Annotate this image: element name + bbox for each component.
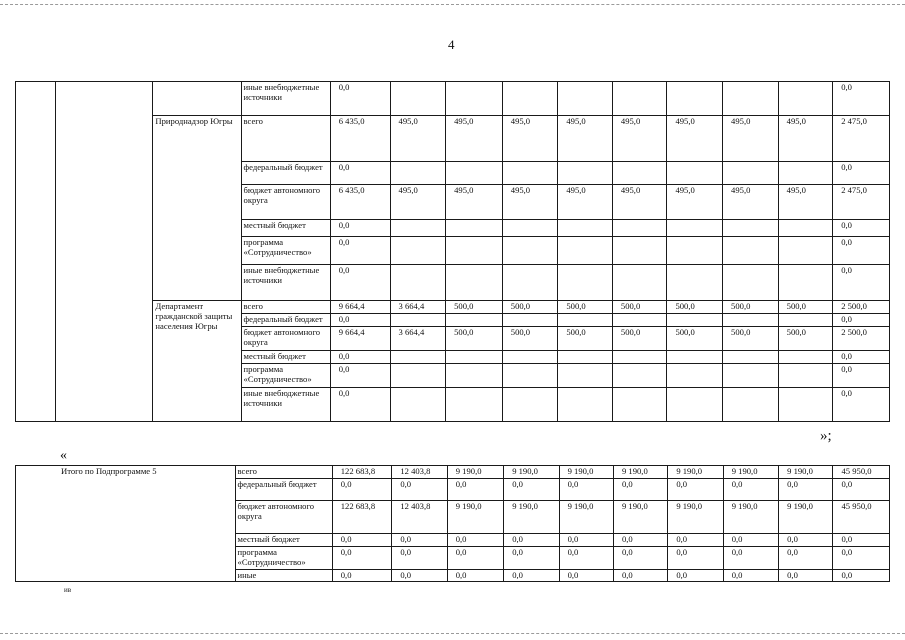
value-cell — [723, 387, 779, 421]
value-cell — [446, 314, 503, 327]
value-cell: 495,0 — [612, 116, 667, 162]
value-cell: 0,0 — [447, 569, 503, 582]
value-cell: 0,0 — [668, 546, 723, 569]
value-cell: 0,0 — [330, 387, 390, 421]
value-cell — [390, 162, 446, 185]
total-title-cell: Итого по Подпрограмме 5 — [16, 466, 236, 582]
value-cell: 0,0 — [613, 569, 667, 582]
value-cell — [502, 220, 558, 237]
value-cell — [446, 237, 503, 265]
value-cell — [446, 350, 503, 363]
value-cell — [667, 350, 723, 363]
value-cell: 0,0 — [723, 569, 778, 582]
value-cell: 495,0 — [612, 185, 667, 220]
org-cell: Департамент гражданской защиты населения Югры — [153, 301, 241, 422]
value-cell — [558, 162, 613, 185]
value-cell: 0,0 — [330, 350, 390, 363]
value-cell — [502, 162, 558, 185]
funding-type-cell: бюджет автономного округа — [241, 185, 330, 220]
value-cell — [446, 265, 503, 301]
value-cell — [667, 237, 723, 265]
value-cell — [446, 220, 503, 237]
value-cell: 9 190,0 — [723, 500, 778, 533]
funding-type-cell: иные внебюджетные источники — [241, 265, 330, 301]
value-cell: 495,0 — [723, 116, 779, 162]
value-cell: 0,0 — [833, 387, 890, 421]
value-cell: 0,0 — [330, 363, 390, 387]
value-cell: 0,0 — [833, 162, 890, 185]
value-cell — [667, 387, 723, 421]
value-cell: 0,0 — [779, 546, 833, 569]
value-cell: 500,0 — [667, 301, 723, 314]
value-cell: 0,0 — [330, 82, 390, 116]
org-cell: Природнадзор Югры — [153, 116, 241, 301]
value-cell: 0,0 — [833, 314, 890, 327]
value-cell — [390, 265, 446, 301]
value-cell — [446, 363, 503, 387]
value-cell: 0,0 — [833, 265, 890, 301]
value-cell — [558, 387, 613, 421]
value-cell: 9 190,0 — [779, 500, 833, 533]
value-cell — [390, 387, 446, 421]
value-cell — [558, 363, 613, 387]
funding-type-cell: всего — [241, 301, 330, 314]
value-cell — [446, 162, 503, 185]
blank-cell-b — [55, 82, 153, 422]
value-cell: 495,0 — [778, 116, 833, 162]
funding-type-cell: иные — [235, 569, 332, 582]
value-cell — [558, 82, 613, 116]
opening-quote: « — [60, 448, 67, 463]
funding-type-cell: бюджет автономного округа — [241, 326, 330, 350]
value-cell: 6 435,0 — [330, 116, 390, 162]
value-cell: 500,0 — [778, 326, 833, 350]
value-cell — [612, 220, 667, 237]
value-cell: 0,0 — [723, 533, 778, 546]
value-cell — [723, 350, 779, 363]
value-cell — [502, 387, 558, 421]
value-cell — [558, 265, 613, 301]
value-cell: 122 683,8 — [332, 466, 392, 479]
value-cell: 495,0 — [667, 116, 723, 162]
value-cell — [502, 82, 558, 116]
value-cell: 0,0 — [330, 220, 390, 237]
value-cell: 0,0 — [723, 546, 778, 569]
value-cell — [778, 314, 833, 327]
value-cell: 0,0 — [779, 533, 833, 546]
table-row — [16, 466, 890, 479]
funding-type-cell: всего — [235, 466, 332, 479]
value-cell — [723, 82, 779, 116]
value-cell: 500,0 — [446, 326, 503, 350]
value-cell: 9 190,0 — [504, 500, 559, 533]
footer-mark: ив — [64, 586, 72, 594]
value-cell: 0,0 — [504, 546, 559, 569]
value-cell: 495,0 — [778, 185, 833, 220]
value-cell: 0,0 — [504, 533, 559, 546]
value-cell: 0,0 — [779, 569, 833, 582]
value-cell — [667, 82, 723, 116]
value-cell: 9 190,0 — [779, 466, 833, 479]
value-cell — [723, 220, 779, 237]
value-cell: 0,0 — [779, 478, 833, 500]
funding-type-cell: иные внебюджетные источники — [241, 82, 330, 116]
value-cell: 0,0 — [833, 569, 890, 582]
value-cell: 500,0 — [558, 326, 613, 350]
value-cell: 0,0 — [833, 363, 890, 387]
value-cell: 2 500,0 — [833, 326, 890, 350]
value-cell: 3 664,4 — [390, 326, 446, 350]
value-cell: 0,0 — [723, 478, 778, 500]
value-cell — [612, 350, 667, 363]
blank-cell-a — [16, 82, 56, 422]
value-cell — [667, 363, 723, 387]
value-cell: 495,0 — [558, 116, 613, 162]
value-cell: 500,0 — [723, 301, 779, 314]
value-cell: 500,0 — [558, 301, 613, 314]
scan-edge-top — [0, 4, 905, 5]
value-cell: 495,0 — [446, 116, 503, 162]
closing-quote: »; — [820, 428, 832, 444]
value-cell: 0,0 — [504, 569, 559, 582]
page-number: 4 — [448, 37, 455, 52]
value-cell: 0,0 — [613, 478, 667, 500]
value-cell — [502, 363, 558, 387]
value-cell — [390, 363, 446, 387]
funding-type-cell: иные внебюджетные источники — [241, 387, 330, 421]
value-cell — [612, 363, 667, 387]
value-cell: 495,0 — [667, 185, 723, 220]
value-cell: 0,0 — [833, 237, 890, 265]
value-cell: 0,0 — [559, 533, 613, 546]
value-cell — [667, 162, 723, 185]
org-cell — [153, 82, 241, 116]
table-row — [16, 82, 890, 116]
value-cell: 495,0 — [723, 185, 779, 220]
value-cell — [612, 162, 667, 185]
value-cell — [502, 350, 558, 363]
value-cell — [612, 237, 667, 265]
funding-type-cell: программа «Сотрудничество» — [241, 363, 330, 387]
value-cell: 0,0 — [833, 478, 890, 500]
value-cell: 500,0 — [612, 301, 667, 314]
value-cell: 9 190,0 — [668, 466, 723, 479]
value-cell: 0,0 — [559, 569, 613, 582]
value-cell: 9 664,4 — [330, 326, 390, 350]
value-cell — [667, 265, 723, 301]
value-cell: 0,0 — [668, 569, 723, 582]
value-cell: 495,0 — [502, 116, 558, 162]
value-cell: 495,0 — [390, 185, 446, 220]
value-cell — [778, 363, 833, 387]
value-cell: 0,0 — [559, 478, 613, 500]
value-cell: 0,0 — [392, 569, 447, 582]
value-cell — [612, 82, 667, 116]
value-cell: 9 190,0 — [504, 466, 559, 479]
value-cell: 0,0 — [392, 478, 447, 500]
value-cell: 0,0 — [559, 546, 613, 569]
value-cell — [778, 220, 833, 237]
value-cell — [558, 220, 613, 237]
value-cell — [446, 82, 503, 116]
funding-type-cell: бюджет автономного округа — [235, 500, 332, 533]
value-cell — [723, 363, 779, 387]
scan-edge-bottom — [0, 633, 905, 634]
value-cell: 2 475,0 — [833, 116, 890, 162]
value-cell: 0,0 — [392, 533, 447, 546]
value-cell — [667, 314, 723, 327]
value-cell: 500,0 — [612, 326, 667, 350]
value-cell — [667, 220, 723, 237]
value-cell: 2 475,0 — [833, 185, 890, 220]
funding-type-cell: программа «Сотрудничество» — [235, 546, 332, 569]
value-cell: 0,0 — [833, 82, 890, 116]
value-cell: 0,0 — [504, 478, 559, 500]
value-cell: 500,0 — [723, 326, 779, 350]
value-cell — [390, 350, 446, 363]
value-cell: 0,0 — [668, 533, 723, 546]
value-cell — [390, 314, 446, 327]
value-cell: 0,0 — [392, 546, 447, 569]
value-cell: 495,0 — [446, 185, 503, 220]
value-cell — [778, 265, 833, 301]
funding-type-cell: программа «Сотрудничество» — [241, 237, 330, 265]
value-cell: 495,0 — [390, 116, 446, 162]
value-cell: 0,0 — [332, 569, 392, 582]
value-cell: 500,0 — [778, 301, 833, 314]
value-cell — [390, 82, 446, 116]
value-cell — [612, 265, 667, 301]
value-cell: 495,0 — [558, 185, 613, 220]
value-cell: 0,0 — [330, 237, 390, 265]
funding-type-cell: местный бюджет — [241, 220, 330, 237]
value-cell: 0,0 — [330, 265, 390, 301]
value-cell — [502, 237, 558, 265]
value-cell: 9 190,0 — [447, 500, 503, 533]
value-cell: 2 500,0 — [833, 301, 890, 314]
value-cell: 500,0 — [446, 301, 503, 314]
value-cell: 9 190,0 — [723, 466, 778, 479]
value-cell — [723, 162, 779, 185]
value-cell — [723, 265, 779, 301]
value-cell — [390, 220, 446, 237]
value-cell: 0,0 — [613, 546, 667, 569]
budget-table-organizations — [15, 81, 890, 422]
value-cell: 0,0 — [332, 546, 392, 569]
value-cell — [778, 387, 833, 421]
value-cell — [612, 387, 667, 421]
value-cell — [723, 237, 779, 265]
value-cell: 9 190,0 — [668, 500, 723, 533]
funding-type-cell: всего — [241, 116, 330, 162]
funding-type-cell: местный бюджет — [241, 350, 330, 363]
value-cell: 0,0 — [447, 478, 503, 500]
value-cell: 500,0 — [502, 301, 558, 314]
value-cell: 9 664,4 — [330, 301, 390, 314]
value-cell — [446, 387, 503, 421]
value-cell — [558, 350, 613, 363]
value-cell: 0,0 — [833, 533, 890, 546]
value-cell — [612, 314, 667, 327]
budget-table-total — [15, 465, 890, 582]
value-cell: 45 950,0 — [833, 466, 890, 479]
funding-type-cell: федеральный бюджет — [235, 478, 332, 500]
value-cell: 500,0 — [667, 326, 723, 350]
value-cell — [558, 237, 613, 265]
value-cell: 122 683,8 — [332, 500, 392, 533]
value-cell — [778, 237, 833, 265]
value-cell: 500,0 — [502, 326, 558, 350]
value-cell: 0,0 — [668, 478, 723, 500]
funding-type-cell: местный бюджет — [235, 533, 332, 546]
value-cell — [723, 314, 779, 327]
funding-type-cell: федеральный бюджет — [241, 162, 330, 185]
value-cell: 9 190,0 — [613, 466, 667, 479]
value-cell: 12 403,8 — [392, 466, 447, 479]
value-cell — [502, 314, 558, 327]
value-cell: 0,0 — [330, 162, 390, 185]
value-cell: 3 664,4 — [390, 301, 446, 314]
value-cell — [778, 82, 833, 116]
value-cell: 0,0 — [833, 350, 890, 363]
value-cell — [502, 265, 558, 301]
value-cell: 9 190,0 — [613, 500, 667, 533]
funding-type-cell: федеральный бюджет — [241, 314, 330, 327]
value-cell — [778, 350, 833, 363]
value-cell — [390, 237, 446, 265]
value-cell: 9 190,0 — [559, 466, 613, 479]
value-cell — [778, 162, 833, 185]
value-cell: 0,0 — [330, 314, 390, 327]
value-cell: 0,0 — [447, 533, 503, 546]
value-cell: 0,0 — [833, 220, 890, 237]
value-cell: 0,0 — [447, 546, 503, 569]
value-cell: 9 190,0 — [559, 500, 613, 533]
value-cell: 0,0 — [332, 478, 392, 500]
value-cell: 0,0 — [833, 546, 890, 569]
value-cell — [558, 314, 613, 327]
value-cell: 12 403,8 — [392, 500, 447, 533]
value-cell: 495,0 — [502, 185, 558, 220]
value-cell: 0,0 — [613, 533, 667, 546]
value-cell: 9 190,0 — [447, 466, 503, 479]
value-cell: 6 435,0 — [330, 185, 390, 220]
value-cell: 0,0 — [332, 533, 392, 546]
value-cell: 45 950,0 — [833, 500, 890, 533]
